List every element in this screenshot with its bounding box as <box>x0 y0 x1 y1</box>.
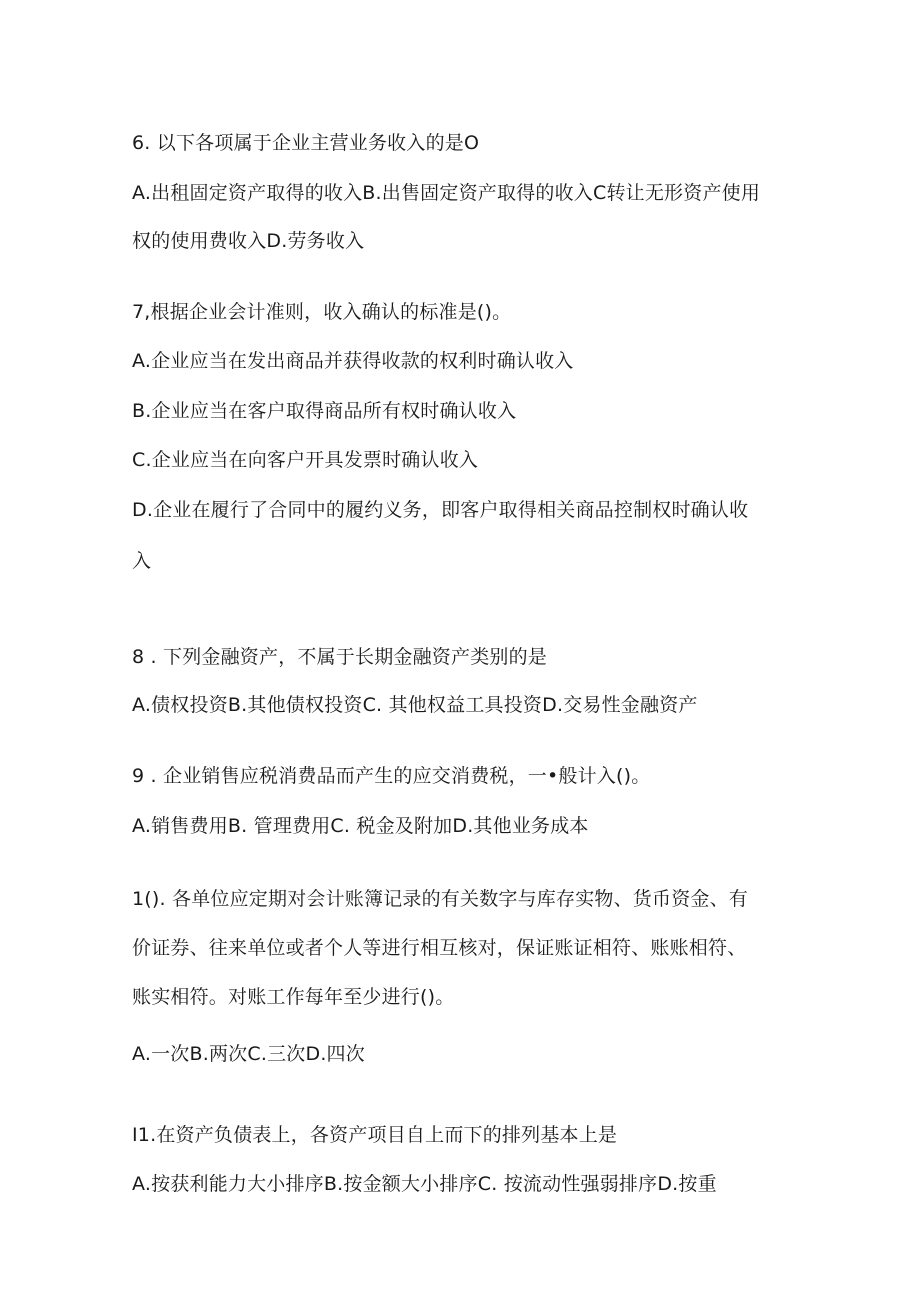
question-7-option-d-line-1: D.企业在履行了合同中的履约义务，即客户取得相关商品控制权时确认收 <box>132 499 749 521</box>
question-6-options-line-2: 权的使用费收入D.劳务收入 <box>132 230 365 252</box>
question-10-options: A.一次B.两次C.三次D.四次 <box>132 1043 365 1065</box>
question-7-option-a: A.企业应当在发出商品并获得收款的权利时确认收入 <box>132 350 574 372</box>
question-11-options: A.按获利能力大小排序B.按金额大小排序C. 按流动性强弱排序D.按重 <box>132 1173 717 1195</box>
question-9-stem: 9 . 企业销售应税消费品而产生的应交消费税，一•般计入()。 <box>132 765 651 787</box>
question-6-stem: 6. 以下各项属于企业主营业务收入的是O <box>132 132 480 154</box>
question-10-stem-line-1: 1(). 各单位应定期对会计账簿记录的有关数字与库存实物、货币资金、有 <box>132 888 748 910</box>
question-8-options: A.债权投资B.其他债权投资C. 其他权益工具投资D.交易性金融资产 <box>132 694 698 716</box>
question-9-options: A.销售费用B. 管理费用C. 税金及附加D.其他业务成本 <box>132 815 589 837</box>
question-7-stem: 7,根据企业会计准则，收入确认的标准是()。 <box>132 301 512 323</box>
question-10-stem-line-2: 价证券、往来单位或者个人等进行相互核对，保证账证相符、账账相符、 <box>132 937 747 959</box>
question-10-stem-line-3: 账实相符。对账工作每年至少进行()。 <box>132 986 455 1008</box>
question-11-stem: I1.在资产负债表上，各资产项目自上而下的排列基本上是 <box>132 1124 618 1146</box>
question-7-option-c: C.企业应当在向客户开具发票时确认收入 <box>132 449 479 471</box>
question-6-options-line-1: A.出租固定资产取得的收入B.出售固定资产取得的收入C转让无形资产使用 <box>132 182 761 204</box>
question-8-stem: 8 . 下列金融资产，不属于长期金融资产类别的是 <box>132 646 548 668</box>
question-7-option-d-line-2: 入 <box>132 550 152 572</box>
question-7-option-b: B.企业应当在客户取得商品所有权时确认收入 <box>132 400 517 422</box>
